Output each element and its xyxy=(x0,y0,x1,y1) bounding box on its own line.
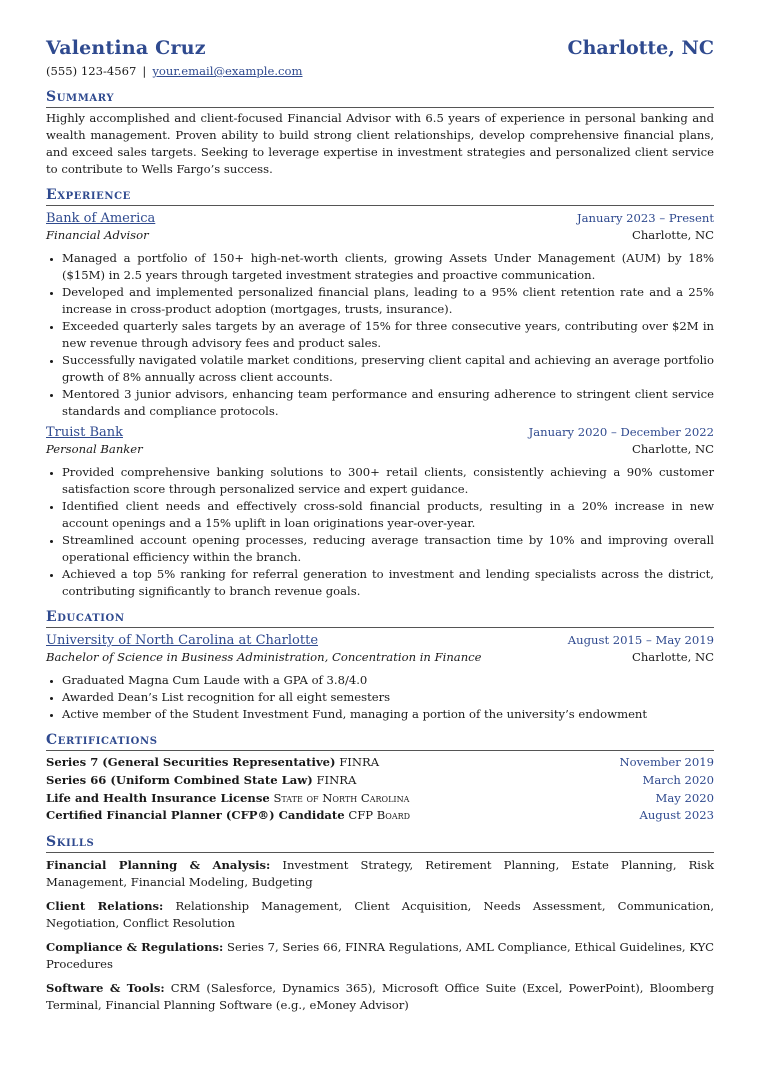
skill-item xyxy=(46,857,714,891)
cert-issuer: CFP Board xyxy=(348,808,411,823)
job-bullet: • Achieved a top 5% ranking for referral generation to investment and lending specialists across the district, contributing significantly to branch revenue goals. xyxy=(62,566,714,600)
job-entry xyxy=(46,420,714,600)
job-role: Personal Banker xyxy=(46,442,143,456)
certification-item xyxy=(46,790,714,808)
skill-label: Compliance & Regulations: xyxy=(46,940,224,955)
candidate-name: Valentina Cruz xyxy=(46,37,206,59)
phone-number: (555) 123-4567 xyxy=(46,64,137,78)
cert-name: Certified Financial Planner (CFP®) Candidate xyxy=(46,808,345,823)
job-dates: January 2023 – Present xyxy=(577,211,714,225)
skill-value: CRM (Salesforce, Dynamics 365), Microsoft Office Suite (Excel, PowerPoint), Bloomberg Terminal, Financial Planning Software (e.g., eMoney Advisor) xyxy=(46,981,714,1013)
education-dates: August 2015 – May 2019 xyxy=(567,633,714,647)
skill-value: Relationship Management, Client Acquisition, Needs Assessment, Communication, Negotiation, Conflict Resolution xyxy=(46,899,715,931)
skill-label: Financial Planning & Analysis: xyxy=(46,858,271,873)
degree: Bachelor of Science in Business Administration, Concentration in Finance xyxy=(46,650,482,664)
skill-value: Series 7, Series 66, FINRA Regulations, AML Compliance, Ethical Guidelines, KYC Procedures xyxy=(46,940,714,972)
education-bullet: • Active member of the Student Investment Fund, managing a portion of the university’s endowment xyxy=(62,706,714,723)
cert-date: August 2023 xyxy=(639,808,714,823)
job-bullets xyxy=(46,464,714,600)
skill-item xyxy=(46,898,714,932)
job-bullet: • Managed a portfolio of 150+ high-net-worth clients, growing Assets Under Management (AUM) by 18% ($15M) in 2.5 years through targeted investment strategies and proactive communication. xyxy=(62,250,714,284)
skills-list xyxy=(46,857,714,1014)
job-bullet: • Provided comprehensive banking solutions to 300+ retail clients, consistently achieving a 90% customer satisfaction score through personalized service and expert guidance. xyxy=(62,464,714,498)
skill-value: Investment Strategy, Retirement Planning, Estate Planning, Risk Management, Financial Modeling, Budgeting xyxy=(46,858,714,890)
contact-line xyxy=(46,63,714,80)
skill-label: Software & Tools: xyxy=(46,981,165,996)
job-bullet: • Exceeded quarterly sales targets by an average of 15% for three consecutive years, contributing over $2M in new revenue through advisory fees and product sales. xyxy=(62,318,714,352)
cert-issuer: FINRA xyxy=(316,772,357,787)
cert-name: Series 7 (General Securities Representative) xyxy=(46,755,336,769)
summary-text: Highly accomplished and client-focused Financial Advisor with 6.5 years of experience in personal banking and wealth management. Proven ability to build strong client relationships, develop comprehensive financial plans, and exceed sales targets. Seeking to leverage expertise in investment strategies and personalized client service to contribute to Wells Fargo’s success. xyxy=(46,111,714,176)
job-bullets xyxy=(46,250,714,420)
contact-separator: | xyxy=(142,64,147,78)
job-entry xyxy=(46,206,714,420)
certifications-list xyxy=(46,754,714,825)
job-role: Financial Advisor xyxy=(46,228,149,242)
skill-label: Client Relations: xyxy=(46,899,164,914)
skill-item xyxy=(46,980,714,1014)
cert-date: November 2019 xyxy=(619,755,714,769)
cert-issuer: FINRA xyxy=(339,755,380,769)
certification-item xyxy=(46,772,714,790)
email-link[interactable]: your.email@example.com xyxy=(152,64,303,78)
candidate-location: Charlotte, NC xyxy=(567,37,714,59)
section-title-education: Education xyxy=(46,609,714,628)
job-location: Charlotte, NC xyxy=(631,228,714,242)
cert-name: Life and Health Insurance License xyxy=(46,790,270,805)
education-entry xyxy=(46,628,714,723)
resume-page xyxy=(46,37,715,1014)
job-org-link[interactable]: Bank of America xyxy=(46,211,156,226)
job-location: Charlotte, NC xyxy=(631,442,714,456)
education-bullets xyxy=(46,672,714,723)
section-title-skills: Skills xyxy=(46,834,714,853)
certification-item xyxy=(46,807,714,825)
cert-name: Series 66 (Uniform Combined State Law) xyxy=(46,772,313,787)
cert-date: May 2020 xyxy=(655,790,714,805)
job-bullet: • Mentored 3 junior advisors, enhancing team performance and ensuring adherence to stringent client service standards and compliance protocols. xyxy=(62,386,714,420)
resume-header xyxy=(46,37,714,59)
cert-issuer: State of North Carolina xyxy=(273,790,410,805)
job-dates: January 2020 – December 2022 xyxy=(528,425,714,439)
section-title-experience: Experience xyxy=(46,187,714,206)
education-location: Charlotte, NC xyxy=(631,650,714,664)
job-bullet: • Developed and implemented personalized financial plans, leading to a 95% client retention rate and a 25% increase in cross-product adoption (mortgages, trusts, insurance). xyxy=(62,284,714,318)
job-org-link[interactable]: Truist Bank xyxy=(46,425,123,440)
skill-item xyxy=(46,939,714,973)
section-title-summary: Summary xyxy=(46,89,714,108)
job-bullet: • Successfully navigated volatile market conditions, preserving client capital and achieving an average portfolio growth of 8% annually across client accounts. xyxy=(62,352,714,386)
education-bullet: • Graduated Magna Cum Laude with a GPA of 3.8/4.0 xyxy=(62,672,714,689)
school-link[interactable]: University of North Carolina at Charlotte xyxy=(46,633,319,648)
job-bullet: • Identified client needs and effectively cross-sold financial products, resulting in a 20% increase in new account openings and a 15% uplift in loan originations year-over-year. xyxy=(62,498,714,532)
cert-date: March 2020 xyxy=(642,772,714,787)
certification-item xyxy=(46,754,714,772)
section-title-certifications: Certifications xyxy=(46,732,714,751)
job-bullet: • Streamlined account opening processes, reducing average transaction time by 10% and improving overall operational efficiency within the branch. xyxy=(62,532,714,566)
education-bullet: • Awarded Dean’s List recognition for all eight semesters xyxy=(62,689,714,706)
